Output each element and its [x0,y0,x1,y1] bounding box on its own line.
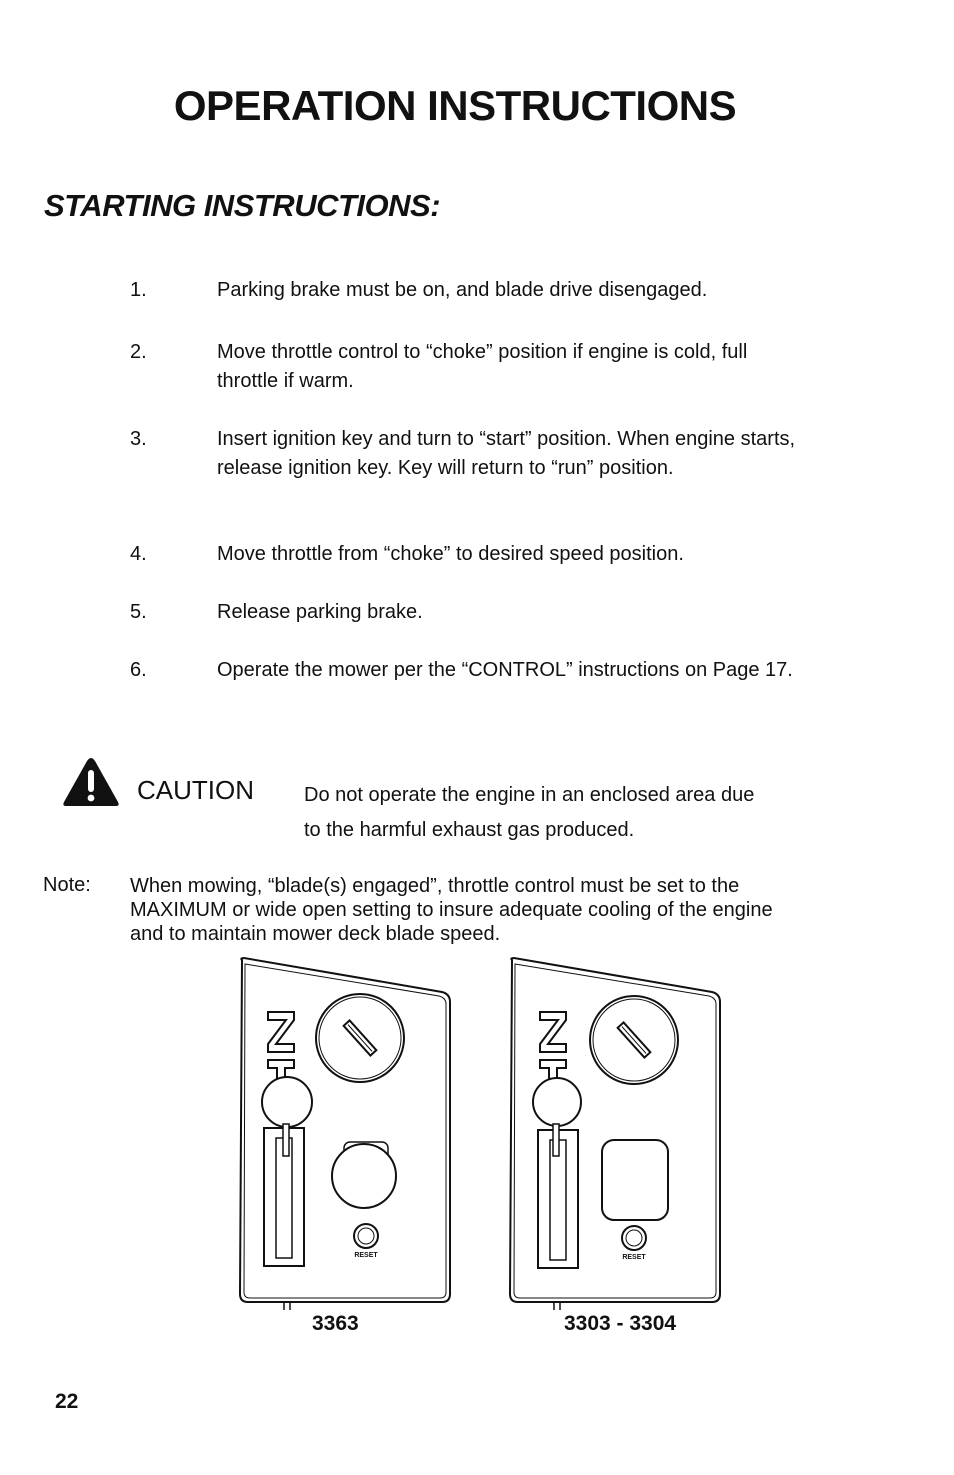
page-number: 22 [55,1390,79,1413]
figure-caption: 3363 [312,1312,359,1335]
page-title: OPERATION INSTRUCTIONS [173,82,737,129]
step-number: 5. [130,601,147,623]
step-text: Parking brake must be on, and blade drive disengaged. [217,279,708,301]
step-number: 6. [130,659,147,681]
step-number: 1. [130,279,147,301]
warning-triangle-icon [62,756,120,808]
step-number: 2. [130,341,147,363]
step-number: 4. [130,543,147,565]
ignition-key-slot [618,1022,651,1057]
dash-panel-3303-3304-illustration [506,956,726,1316]
section-heading: STARTING INSTRUCTIONS: [44,188,441,223]
figure-caption: 3303 - 3304 [564,1312,677,1335]
step-text: Move throttle control to “choke” position if engine is cold, full throttle if warm. [217,341,748,392]
step-text: Insert ignition key and turn to “start” position. When engine starts, release ignition key. Key will return to “run” position. [217,428,796,479]
step-text: Release parking brake. [217,601,423,623]
reset-label: RESET [622,1254,646,1261]
step-text: Move throttle from “choke” to desired speed position. [217,543,684,565]
reset-label: RESET [354,1252,378,1259]
step-number: 3. [130,428,147,450]
step-text: Operate the mower per the “CONTROL” instructions on Page 17. [217,659,793,681]
ignition-key-slot [344,1020,377,1055]
note-text: When mowing, “blade(s) engaged”, throttle control must be set to the MAXIMUM or wide open setting to insure adequate cooling of the engine and to maintain mower deck blade speed. [130,875,773,945]
dash-panel-3363-illustration [236,956,456,1316]
caution-text: Do not operate the engine in an enclosed area due to the harmful exhaust gas produced. [304,784,755,841]
caution-label: CAUTION [137,775,254,805]
note-label: Note: [43,874,91,896]
